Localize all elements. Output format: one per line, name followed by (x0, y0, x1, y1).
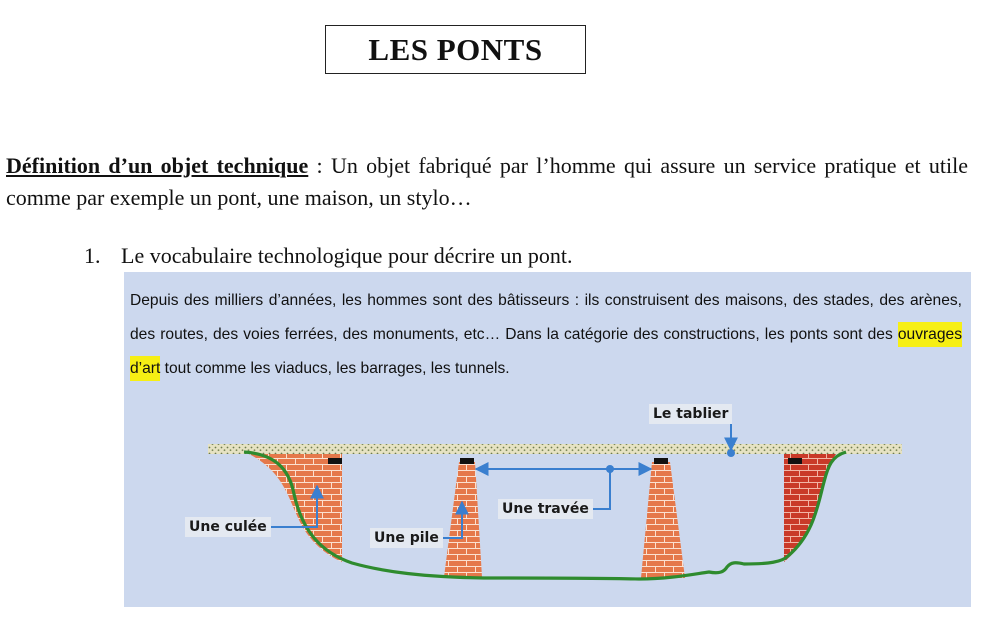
section-number: 1. (84, 243, 101, 268)
bridge-diagram (124, 272, 971, 607)
label-pile: Une pile (370, 528, 443, 548)
label-culee: Une culée (185, 517, 271, 537)
definition-text: Un objet fabriqué par l’homme qui assure un service pratique et utile comme par exemple un pont, une maison, un stylo… (6, 153, 968, 210)
section-title: Le vocabulaire technologique pour décrire un pont. (121, 243, 573, 268)
deck (208, 444, 902, 454)
bearing-pad (460, 458, 474, 464)
tablier-dot (727, 449, 735, 457)
definition-term: Définition d’un objet technique (6, 153, 309, 178)
highlighted-term: ouvrages d’art (130, 322, 962, 381)
bearing-pad (788, 458, 802, 464)
bridge-figure (124, 272, 971, 607)
bearing-pad (654, 458, 668, 464)
definition-separator: : (308, 153, 331, 178)
right-pier (641, 462, 685, 578)
page-title: LES PONTS (325, 25, 586, 74)
left-abutment (249, 454, 342, 562)
bearing-pad (328, 458, 342, 464)
label-travee: Une travée (498, 499, 593, 519)
label-tablier: Le tablier (649, 404, 732, 424)
definition-paragraph (6, 150, 968, 214)
travee-dot (606, 465, 614, 473)
section-heading (84, 241, 572, 271)
figure-text-end: tout comme les viaducs, les barrages, les tunnels. (160, 360, 510, 377)
figure-text-start: Depuis des milliers d’années, les hommes sont des bâtisseurs : ils construisent des maisons, des stades, des arènes, des routes, des voies ferrées, des monuments, etc… Dans la catégorie des constructions, les ponts sont des (130, 292, 962, 343)
